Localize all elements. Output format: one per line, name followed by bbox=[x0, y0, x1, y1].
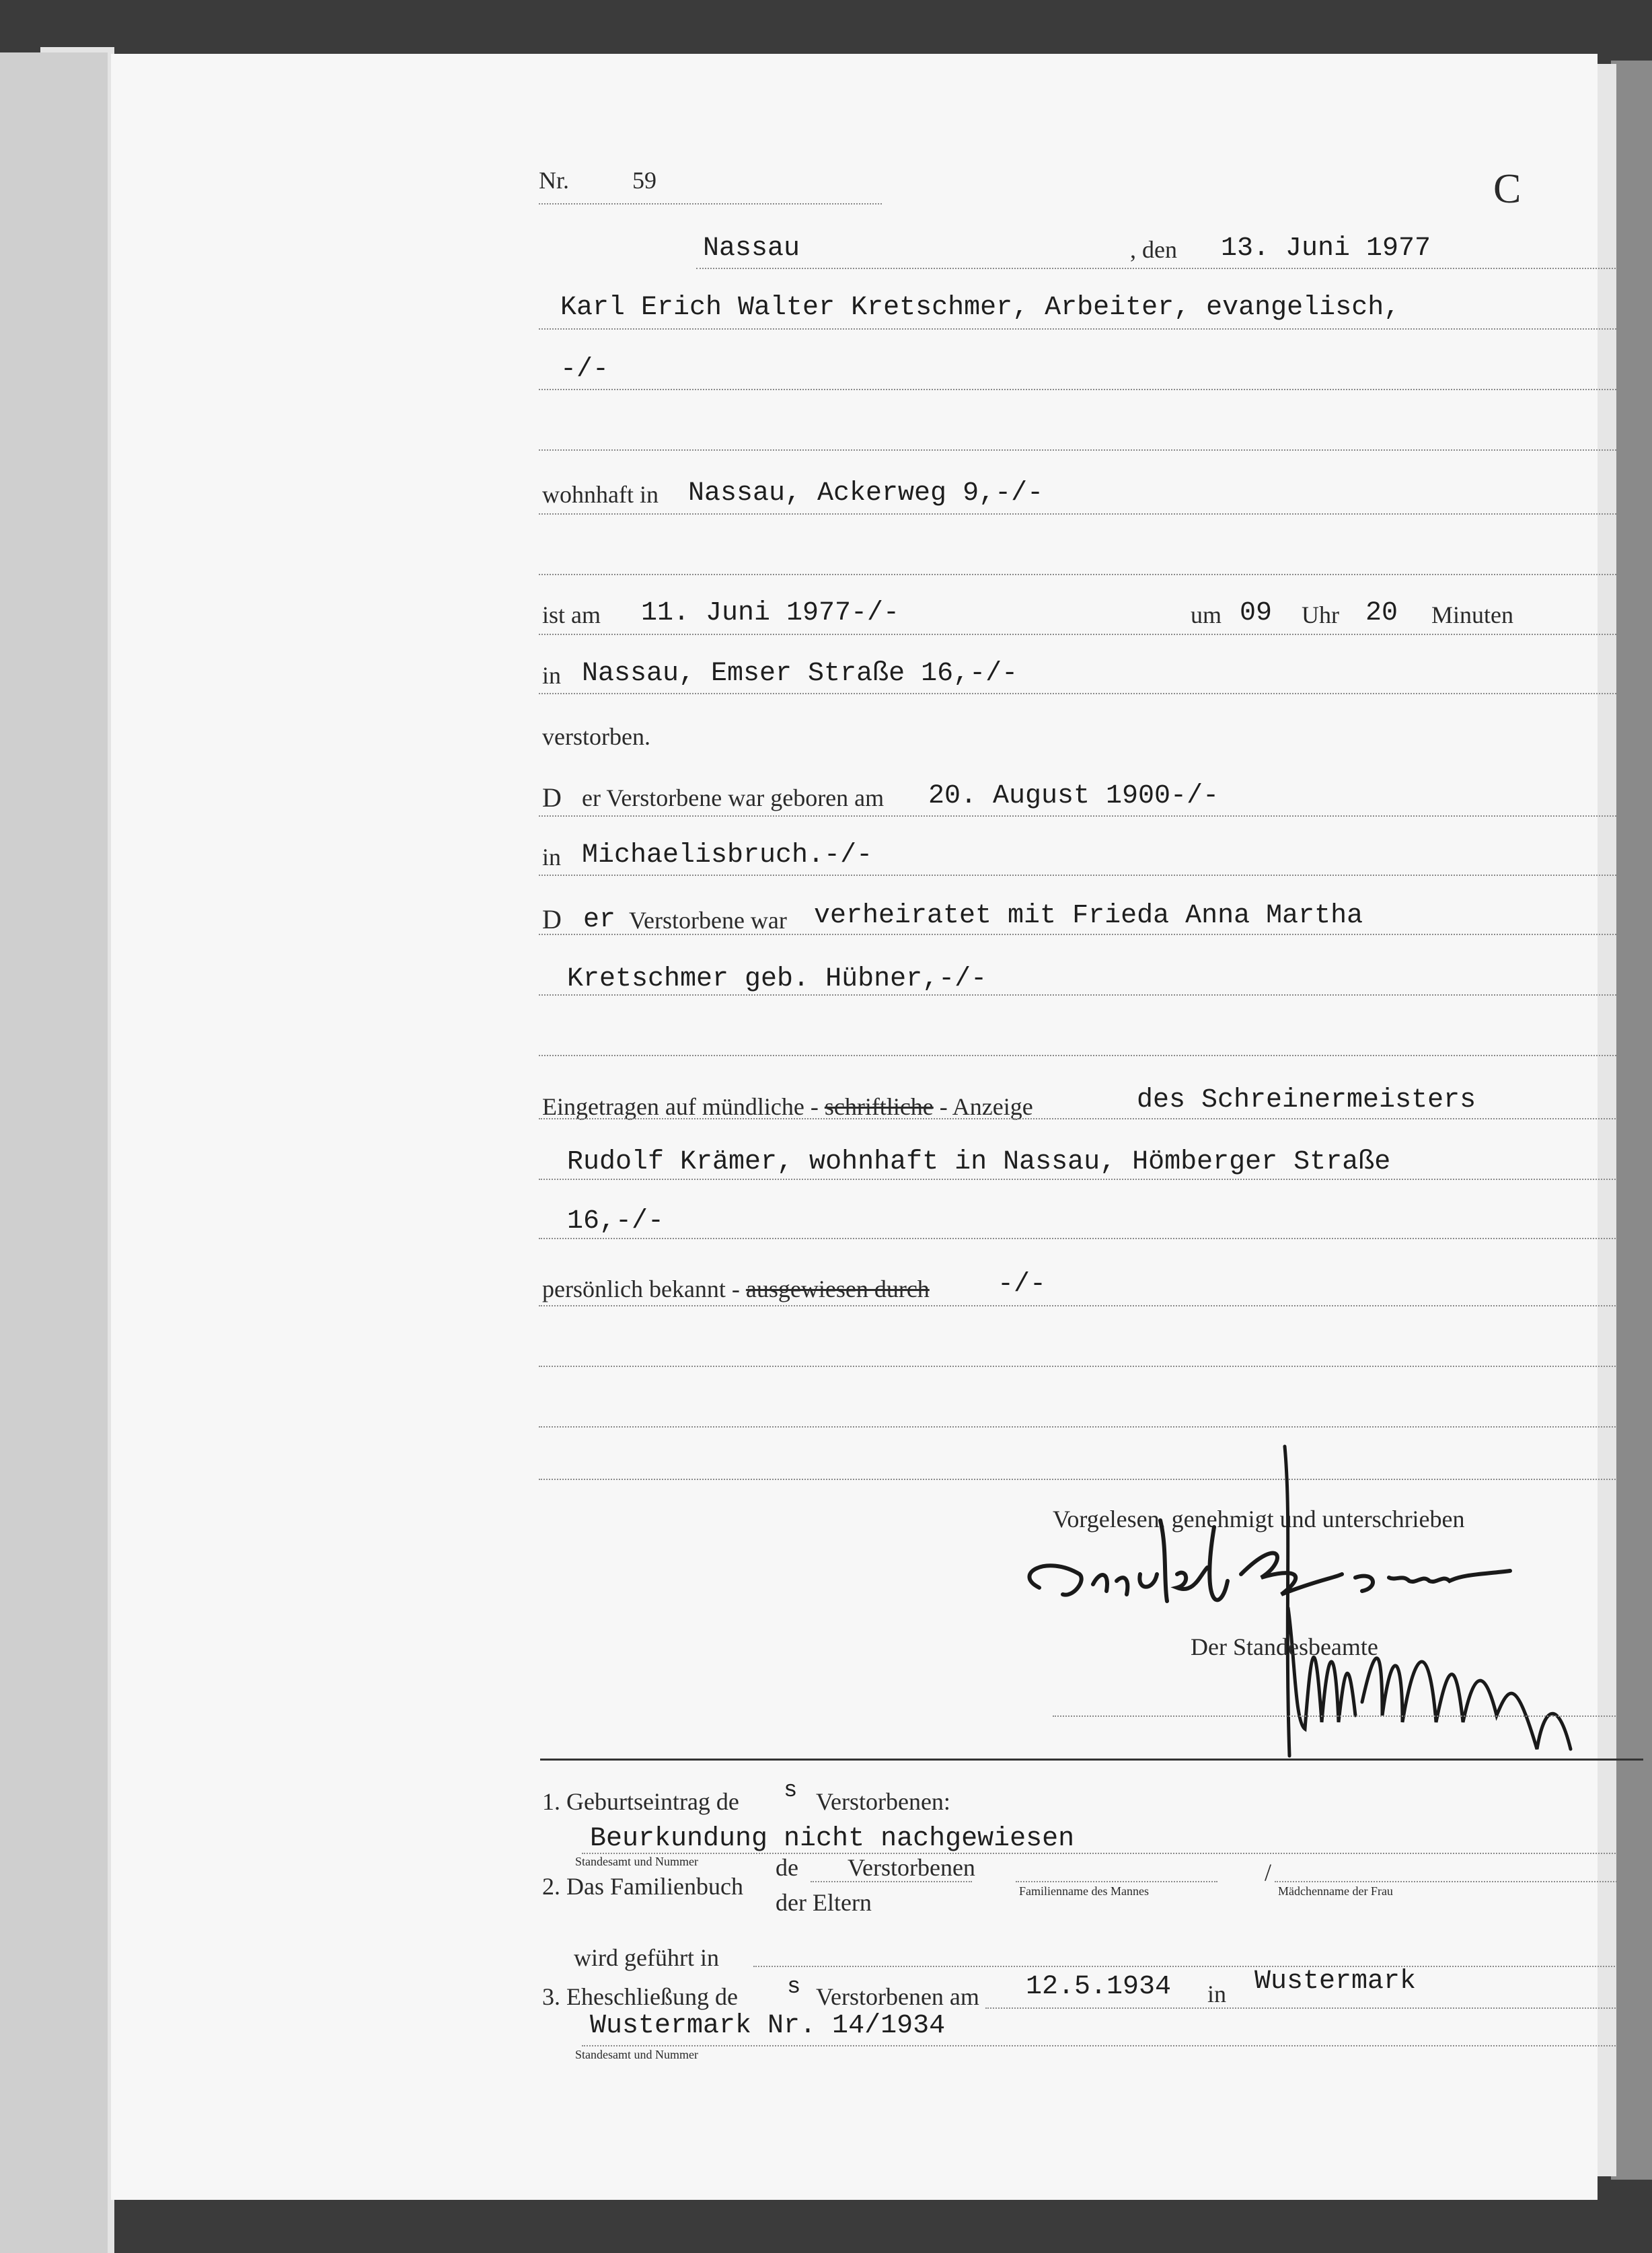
uhr-label: Uhr bbox=[1302, 601, 1339, 628]
note2-sub-a: Familienname des Mannes bbox=[1019, 1884, 1149, 1898]
born-date: 20. August 1900-/- bbox=[928, 781, 1219, 811]
registrar-label: Der Standesbeamte bbox=[1191, 1633, 1378, 1660]
note3-place: Wustermark bbox=[1254, 1966, 1417, 1997]
married-label: Verstorbene war bbox=[629, 907, 787, 934]
residence-label: wohnhaft in bbox=[542, 481, 659, 508]
note2-de: de bbox=[776, 1854, 798, 1881]
record-date: 13. Juni 1977 bbox=[1221, 233, 1431, 264]
note2-sub-b: Mädchenname der Frau bbox=[1278, 1884, 1393, 1898]
minuten-label: Minuten bbox=[1431, 601, 1513, 628]
death-place: Nassau, Emser Straße 16,-/- bbox=[582, 659, 1018, 689]
note1-label-b: Verstorbenen: bbox=[816, 1788, 950, 1815]
note2-value: Verstorbenen bbox=[848, 1854, 975, 1881]
note3-label-b: Verstorbenen am bbox=[816, 1983, 979, 2010]
note1-value: Beurkundung nicht nachgewiesen bbox=[590, 1824, 1075, 1854]
note2-der-eltern: der Eltern bbox=[776, 1889, 872, 1916]
note1-sub: Standesamt und Nummer bbox=[575, 1855, 698, 1868]
married-line1: verheiratet mit Frieda Anna Martha bbox=[814, 901, 1363, 931]
died-label: ist am bbox=[542, 601, 601, 628]
hour: 09 bbox=[1240, 598, 1273, 628]
den-label: , den bbox=[1130, 236, 1177, 263]
registrar-signature bbox=[1285, 1446, 1571, 1756]
nr-label: Nr. bbox=[539, 167, 569, 194]
binder-edge bbox=[1611, 61, 1652, 2180]
note2-label: 2. Das Familienbuch bbox=[542, 1873, 743, 1900]
note1-label-a: 1. Geburtseintrag de bbox=[542, 1788, 739, 1815]
note1-s: s bbox=[784, 1778, 798, 1804]
record-page bbox=[111, 54, 1598, 2200]
birth-place: Michaelisbruch.-/- bbox=[582, 840, 873, 871]
informant-line1: des Schreinermeisters bbox=[1137, 1085, 1476, 1115]
born-d: D bbox=[542, 782, 562, 813]
married-er: er bbox=[583, 905, 616, 935]
entry-label-post: - Anzeige bbox=[939, 1093, 1033, 1120]
in-label-2: in bbox=[542, 844, 562, 871]
known-label bbox=[542, 1277, 930, 1301]
deceased-line2: -/- bbox=[560, 355, 609, 385]
place: Nassau bbox=[703, 233, 800, 264]
known-struck: ausgewiesen durch bbox=[745, 1276, 930, 1302]
note3-value: Wustermark Nr. 14/1934 bbox=[590, 2011, 946, 2041]
entry-label-pre: Eingetragen auf mündliche - bbox=[542, 1093, 819, 1120]
corner-letter: C bbox=[1493, 166, 1522, 212]
known-value: -/- bbox=[998, 1269, 1047, 1300]
left-page-shadow bbox=[0, 52, 108, 2253]
note3-label-a: 3. Eheschließung de bbox=[542, 1983, 738, 2010]
born-label: er Verstorbene war geboren am bbox=[582, 784, 885, 811]
note2-gefuehrt: wird geführt in bbox=[574, 1944, 719, 1971]
note3-s: s bbox=[787, 1974, 801, 2000]
note3-sub: Standesamt und Nummer bbox=[575, 2048, 698, 2061]
informant-line3: 16,-/- bbox=[567, 1206, 665, 1236]
note3-in: in bbox=[1207, 1981, 1227, 2007]
nr-value: 59 bbox=[632, 167, 656, 194]
informant-signature bbox=[1029, 1520, 1510, 1601]
in-label: in bbox=[542, 662, 562, 689]
known-pre: persönlich bekannt - bbox=[542, 1276, 740, 1302]
minutes: 20 bbox=[1365, 598, 1398, 628]
deceased-line1: Karl Erich Walter Kretschmer, Arbeiter, evangelisch, bbox=[560, 293, 1400, 323]
read-label: Vorgelesen, genehmigt und unterschrieben bbox=[1053, 1506, 1465, 1532]
verstorben-label: verstorben. bbox=[542, 723, 650, 750]
married-line2: Kretschmer geb. Hübner,-/- bbox=[567, 964, 987, 994]
married-d: D bbox=[542, 904, 562, 934]
um-label: um bbox=[1191, 601, 1222, 628]
informant-line2: Rudolf Krämer, wohnhaft in Nassau, Hömberger Straße bbox=[567, 1147, 1391, 1177]
entry-label bbox=[542, 1095, 1033, 1119]
note3-date: 12.5.1934 bbox=[1026, 1972, 1172, 2002]
died-date: 11. Juni 1977-/- bbox=[641, 598, 900, 628]
note2-slash: / bbox=[1265, 1859, 1272, 1886]
residence-value: Nassau, Ackerweg 9,-/- bbox=[688, 478, 1044, 509]
entry-label-struck: schriftliche bbox=[824, 1093, 934, 1120]
